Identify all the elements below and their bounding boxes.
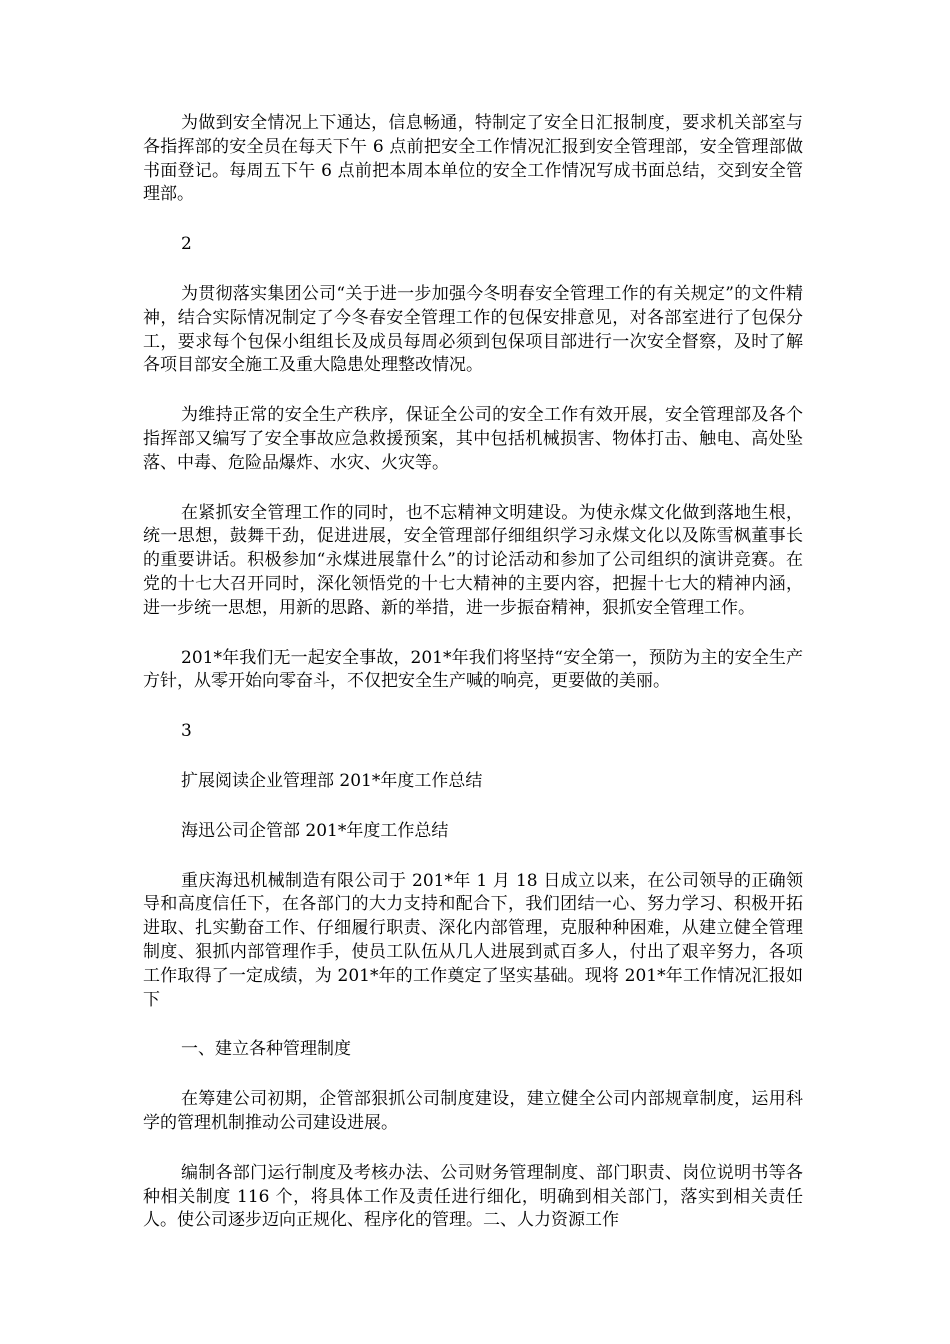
paragraph-emergency-plan: 为维持正常的安全生产秩序，保证全公司的安全工作有效开展，安全管理部及各个指挥部又编写了安全事故应急救援预案，其中包括机械损害、物体打击、触电、高处坠落、中毒、危险品爆炸、水灾、火灾等。: [143, 405, 803, 473]
section-heading-report-title: 海迅公司企管部 201*年度工作总结: [181, 820, 449, 841]
paragraph-winter-spring-safety: 为贯彻落实集团公司“关于进一步加强今冬明春安全管理工作的有关规定”的文件精神，结合实际情况制定了今冬春安全管理工作的包保安排意见，对各部室进行了包保分工，要求每个包保小组组长及成员每周必须到包保项目部进行一次安全督察，及时了解各项目部安全施工及重大隐患处理整改情况。: [143, 283, 803, 376]
paragraph-safety-record: 201*年我们无一起安全事故，201*年我们将坚持“安全第一，预防为主的安全生产方针，从零开始向零奋斗，不仅把安全生产喊的响亮，更要做的美丽。: [143, 647, 803, 692]
document-page: [143, 112, 803, 1233]
page-number: 2: [181, 234, 192, 255]
paragraph-spiritual-civilization: 在紧抓安全管理工作的同时，也不忘精神文明建设。为使永煤文化做到落地生根，统一思想，鼓舞干劲，促进进展，安全管理部仔细组织学习永煤文化以及陈雪枫董事长的重要讲话。积极参加“永煤进展靠什么”的讨论活动和参加了公司组织的演讲竞赛。在党的十七大召开同时，深化领悟党的十七大精神的主要内容，把握十七大的精神内涵，进一步统一思想，用新的思路、新的举措，进一步振奋精神，狠抓安全管理工作。: [143, 502, 803, 618]
paragraph-company-intro: 重庆海迅机械制造有限公司于 201*年 1 月 18 日成立以来，在公司领导的正确领导和高度信任下，在各部门的大力支持和配合下，我们团结一心、努力学习、积极开拓进取、扎实勤奋工作、仔细履行职责、深化内部管理，克服种种困难，从建立健全管理制度、狠抓内部管理作手，使员工队伍从几人进展到贰百多人，付出了艰辛努力，各项工作取得了一定成绩，为 201*年的工作奠定了坚实基础。现将 201*年工作情况汇报如下: [143, 870, 803, 1010]
paragraph-system-construction: 在筹建公司初期，企管部狠抓公司制度建设，建立健全公司内部规章制度，运用科学的管理机制推动公司建设进展。: [143, 1089, 803, 1133]
page-number: 3: [181, 721, 192, 742]
section-heading-management-system: 一、建立各种管理制度: [181, 1039, 351, 1060]
paragraph-regulations-compiled: 编制各部门运行制度及考核办法、公司财务管理制度、部门职责、岗位说明书等各种相关制度 116 个，将具体工作及责任进行细化，明确到相关部门，落实到相关责任人。使公司逐步迈向正规化、程序化的管理。二、人力资源工作: [143, 1162, 803, 1231]
section-heading-extended-reading: 扩展阅读企业管理部 201*年度工作总结: [181, 770, 483, 791]
paragraph-safety-daily-report: 为做到安全情况上下通达，信息畅通，特制定了安全日汇报制度，要求机关部室与各指挥部的安全员在每天下午 6 点前把安全工作情况汇报到安全管理部，安全管理部做书面登记。每周五下午 6 点前把本周本单位的安全工作情况写成书面总结，交到安全管理部。: [143, 113, 803, 205]
